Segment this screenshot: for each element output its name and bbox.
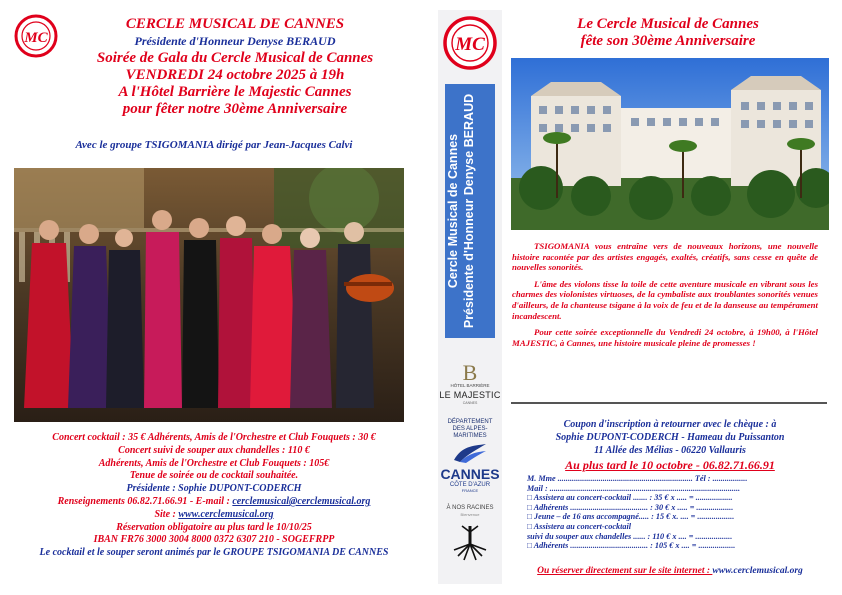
coupon-address: 11 Allée des Mélias - 06220 Vallauris xyxy=(594,445,746,456)
vertical-title: Cercle Musical de Cannes xyxy=(446,133,460,289)
department-logo xyxy=(438,419,502,440)
majestic-logo-brand: HÔTEL BARRIÈRE xyxy=(450,383,490,388)
department-logo-line1: DÉPARTEMENT xyxy=(447,419,493,425)
anniversary-header xyxy=(512,16,824,50)
honorary-president: Présidente d'Honneur Denyse BERAUD xyxy=(134,34,336,48)
band-photo xyxy=(14,168,404,422)
reservation-deadline: Réservation obligatoire au plus tard le 10/10/25 xyxy=(116,521,312,533)
gala-header xyxy=(60,16,410,118)
cannes-logo-name: CANNES xyxy=(440,466,500,482)
form-mail-field[interactable]: Mail : ............................................................................................. xyxy=(527,483,741,493)
online-reservation-label: Ou réserver directement sur le site internet : xyxy=(537,566,713,576)
coupon-deadline: Au plus tard le 10 octobre - 06.82.71.66.91 xyxy=(565,458,775,472)
racines-logo-sub: Bienvenue xyxy=(460,512,480,517)
description-paragraph: TSIGOMANIA vous entraîne vers de nouveaux horizons, une nouvelle histoire racontée par des artistes engagés, exaltés, créatifs, sans cesse en quête de nouvelles sonorités. xyxy=(512,241,818,273)
gala-occasion: pour fêter notre 30ème Anniversaire xyxy=(122,101,348,117)
divider xyxy=(511,402,827,404)
club-logo-center xyxy=(443,16,497,70)
tree-roots-icon xyxy=(450,522,490,562)
anniversary-line2: fête son 30ème Anniversaire xyxy=(580,33,756,49)
cannes-logo-sub-line2: FRANCE xyxy=(461,488,479,493)
form-youth-option[interactable]: □ Jeune – de 16 ans accompagné..... : 15 € x. .... = .................. xyxy=(527,512,735,522)
gala-venue: A l'Hôtel Barrière le Majestic Cannes xyxy=(118,84,352,100)
gala-info xyxy=(14,432,414,560)
club-logo-letters: MC xyxy=(24,30,48,46)
closing-note: Le cocktail et le souper seront animés par le GROUPE TSIGOMANIA DE CANNES xyxy=(39,547,389,559)
email-link[interactable]: cerclemusical@cerclemusical.org xyxy=(232,495,371,507)
band-credit: Avec le groupe TSIGOMANIA dirigé par Jean-Jacques Calvi xyxy=(75,139,353,151)
majestic-logo-mark: B xyxy=(462,360,478,385)
site-label: Site : xyxy=(154,508,179,520)
price-dinner-members: Adhérents, Amis de l'Orchestre et Club Fouquets : 105€ xyxy=(98,457,330,469)
vertical-banner-text xyxy=(445,84,495,338)
club-title: CERCLE MUSICAL DE CANNES xyxy=(125,16,345,32)
cannes-logo-wave-icon xyxy=(438,442,502,464)
coupon-instruction: Coupon d'inscription à retourner avec le chèque : à xyxy=(563,419,777,430)
gala-title: Soirée de Gala du Cercle Musical de Cannes xyxy=(96,50,374,66)
hotel-photo xyxy=(511,58,829,230)
contact-line xyxy=(14,496,414,509)
vertical-subtitle: Présidente d'Honneur Denyse BERAUD xyxy=(462,93,476,329)
cannes-logo-sub-line1: CÔTE D'AZUR xyxy=(449,482,491,488)
registration-form xyxy=(527,474,827,551)
form-name-field[interactable]: M. Mme .................................................................. Tél : ................. xyxy=(527,474,748,483)
club-logo-center-letters: MC xyxy=(455,34,485,55)
majestic-logo-city: CANNES xyxy=(462,401,478,405)
online-reservation-link[interactable]: www.cerclemusical.org xyxy=(712,566,803,576)
iban: IBAN FR76 3000 3004 8000 0372 6307 210 - SOGEFRPP xyxy=(93,534,335,546)
description-paragraph: Pour cette soirée exceptionnelle du Vendredi 24 octobre, à 19h00, à l'Hôtel MAJESTIC, à Cannes, une histoire musicale pleine de promesses ! xyxy=(512,327,818,348)
site-link[interactable]: www.cerclemusical.org xyxy=(178,508,274,520)
online-reservation xyxy=(512,566,828,576)
cannes-logo-sub xyxy=(438,482,502,493)
form-cocktail-option[interactable]: □ Assistera au concert-cocktail ....... : 35 € x ..... = .................. xyxy=(527,493,733,503)
price-dinner: Concert suivi de souper aux chandelles : 110 € xyxy=(118,444,310,456)
dress-code: Tenue de soirée ou de cocktail souhaitée. xyxy=(129,470,299,482)
contact-label: Renseignements 06.82.71.66.91 - E-mail : xyxy=(57,495,233,507)
anniversary-line1: Le Cercle Musical de Cannes xyxy=(577,16,759,32)
gala-date: VENDREDI 24 octobre 2025 à 19h xyxy=(125,67,345,83)
president-name: Présidente : Sophie DUPONT-CODERCH xyxy=(126,483,302,495)
department-logo-line2: DES ALPES-MARITIMES xyxy=(452,426,488,439)
form-members-cocktail-option[interactable]: □ Adhérents ...................................... : 30 € x ..... = .................. xyxy=(527,502,734,512)
price-cocktail: Concert cocktail : 35 € Adhérents, Amis de l'Orchestre et Club Fouquets : 30 € xyxy=(52,432,376,443)
racines-logo-name: À NOS RACINES xyxy=(446,505,494,511)
majestic-logo-name: LE MAJESTIC xyxy=(439,390,501,400)
description xyxy=(512,241,818,354)
club-logo xyxy=(14,14,58,58)
form-dinner-option-detail: suivi du souper aux chandelles ...... : 110 € x .... = .................. xyxy=(527,531,733,541)
coupon-recipient: Sophie DUPONT-CODERCH - Hameau du Puissanton xyxy=(555,432,785,443)
vertical-banner xyxy=(445,84,495,338)
form-members-dinner-option[interactable]: □ Adhérents ...................................... : 105 € x .... = .................. xyxy=(527,541,736,551)
description-paragraph: L'âme des violons tisse la toile de cette aventure musicale en vibrant sous les charmes des violonistes virtuoses, de la cymbaliste aux troublantes sonorités venues d'ailleurs, de la chanteuse tsigane à la voix de feu et de la danseuse au tempérament incandescent. xyxy=(512,278,818,321)
coupon-header xyxy=(512,418,828,457)
form-dinner-option[interactable]: □ Assistera au concert-cocktail xyxy=(527,521,632,531)
site-line xyxy=(14,509,414,522)
